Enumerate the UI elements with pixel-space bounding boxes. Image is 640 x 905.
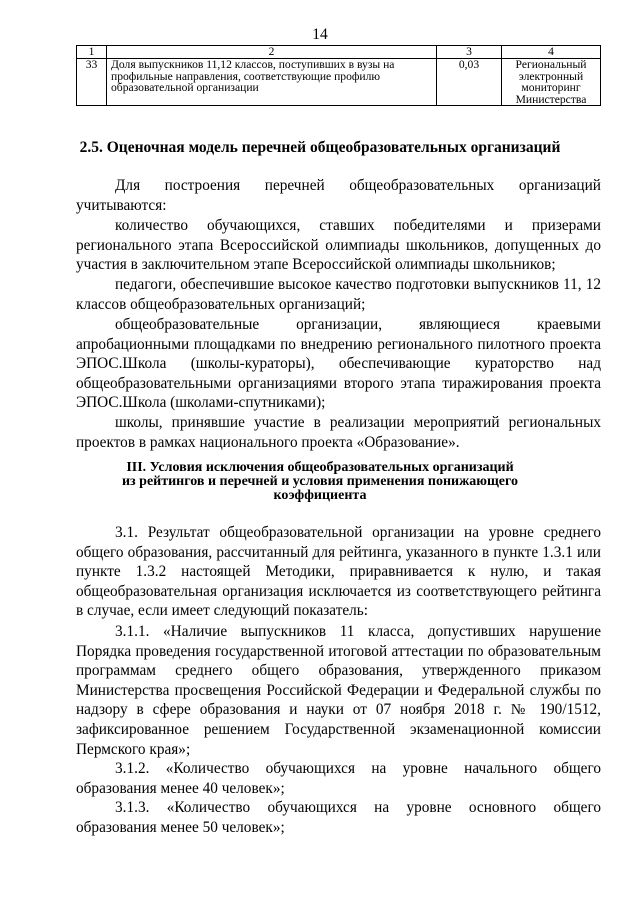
- row-number: 33: [77, 59, 107, 106]
- paragraph-3-1: 3.1. Результат общеобразовательной организации на уровне среднего общего образования, рассчитанный для рейтинга, указанного в пункте 1.3.1 или пункте 1.3.2 настоящей Методики, приравнивается к нулю, и такая общеобразовательная организация исключается из соответствующего рейтинга в случае, если имеет следующий показатель:: [76, 524, 601, 620]
- table-header-cell: 2: [107, 46, 437, 59]
- table-header-cell: 3: [437, 46, 502, 59]
- table-row: [77, 59, 601, 106]
- paragraph-3-1-1: 3.1.1. «Наличие выпускников 11 класса, допустивших нарушение Порядка проведения государственной итоговой аттестации по образовательным программам среднего общего образования, утвержденного приказом Министерства просвещения Российской Федерации и Федеральной службы по надзору в сфере образования и науки от 07 ноября 2018 г. № 190/1512, зафиксированное решением Государственной экзаменационной комиссии Пермского края»;: [76, 623, 601, 758]
- section-3-title-line2: из рейтингов и перечней и условия применения понижающего: [121, 474, 519, 489]
- paragraph-3-1-2: 3.1.2. «Количество обучающихся на уровне начального общего образования менее 40 человек»;: [76, 760, 601, 797]
- table-header-cell: 4: [502, 46, 601, 59]
- page-number: 14: [312, 26, 328, 43]
- section-2-5-title: 2.5. Оценочная модель перечней общеобразовательных организаций: [79, 139, 561, 156]
- section-2-5-intro: Для построения перечней общеобразовательных организаций учитываются:: [76, 177, 601, 214]
- list-item: школы, принявшие участие в реализации мероприятий региональных проектов в рамках национального проекта «Образование».: [76, 414, 601, 451]
- row-weight: 0,03: [437, 59, 502, 106]
- table-header-cell: 1: [77, 46, 107, 59]
- list-item: педагоги, обеспечившие высокое качество подготовки выпускников 11, 12 классов общеобразовательных организаций;: [76, 276, 601, 313]
- row-indicator: Доля выпускников 11,12 классов, поступивших в вузы на профильные направления, соответствующие профилю образовательной организации: [107, 59, 437, 106]
- paragraph-3-1-3-line2: образования менее 50 человек»;: [76, 819, 285, 836]
- indicator-table: [76, 45, 601, 106]
- row-source: Региональный электронный мониторинг Министерства: [502, 59, 601, 106]
- paragraph-3-1-3-line1: 3.1.3. «Количество обучающихся на уровне основного общего: [115, 799, 601, 816]
- list-item: количество обучающихся, ставших победителями и призерами регионального этапа Всероссийской олимпиады школьников, допущенных до участия в заключительном этапе Всероссийской олимпиады школьников;: [76, 217, 601, 274]
- section-3-title-line3: коэффициента: [273, 488, 367, 503]
- list-item: общеобразовательные организации, являющиеся краевыми апробационными площадками по внедрению регионального пилотного проекта ЭПОС.Школа (школы-кураторы), обеспечивающие кураторство над общеобразовательными организациями второго этапа тиражирования проекта ЭПОС.Школа (школами-спутниками);: [76, 316, 601, 412]
- table-header-row: [77, 46, 601, 59]
- section-3-title-line1: III. Условия исключения общеобразовательных организаций: [126, 460, 514, 475]
